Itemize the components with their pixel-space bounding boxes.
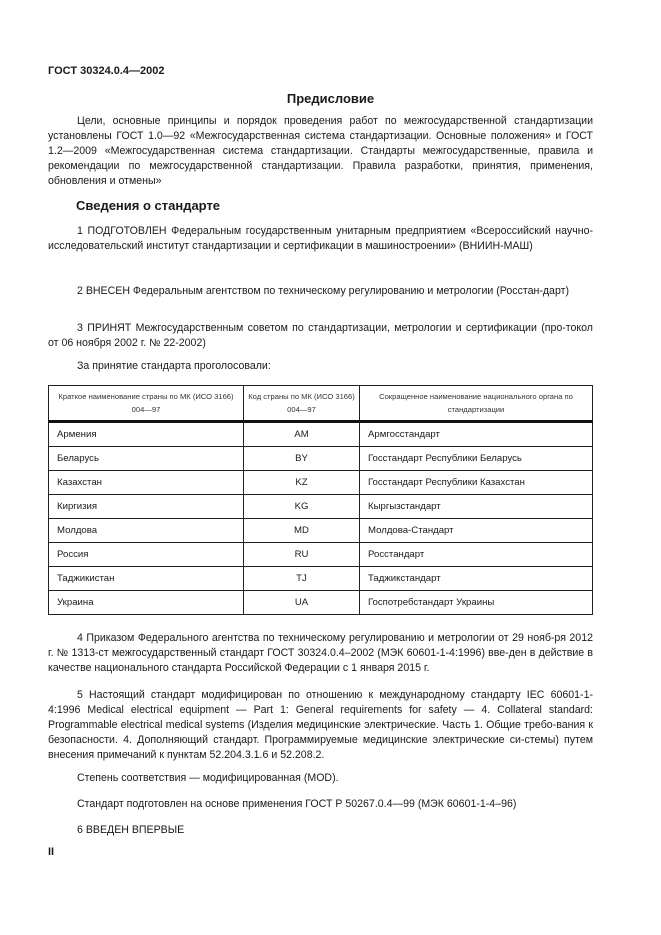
conformity: Степень соответствия — модифицированная (MOD). <box>77 772 339 784</box>
info-p3: 3 ПРИНЯТ Межгосударственным советом по стандартизации, метрологии и сертификации (про-токол от 06 ноября 2002 г. № 22-2002) <box>48 322 593 349</box>
basis: Стандарт подготовлен на основе применения ГОСТ Р 50267.0.4—99 (МЭК 60601-1-4–96) <box>77 798 517 810</box>
foreword-title: Предисловие <box>286 91 375 106</box>
cell-code: RU <box>244 543 360 567</box>
col-header-country: Краткое наименование страны по МК (ИСО 3166) 004—97 <box>49 386 244 422</box>
voted-label: За принятие стандарта проголосовали: <box>77 360 271 372</box>
table-row <box>49 543 593 567</box>
cell-code: KG <box>244 495 360 519</box>
cell-code: MD <box>244 519 360 543</box>
info-p6: 6 ВВЕДЕН ВПЕРВЫЕ <box>77 824 185 836</box>
cell-body: Кыргызстандарт <box>360 495 593 519</box>
table-row <box>49 495 593 519</box>
voting-table <box>48 385 593 615</box>
cell-country: Армения <box>49 422 244 447</box>
table-row <box>49 447 593 471</box>
table-row <box>49 591 593 615</box>
info-p4: 4 Приказом Федерального агентства по техническому регулированию и метрологии от 29 нояб-ря 2012 г. № 1313-ст межгосударственный стандарт ГОСТ 30324.0.4–2002 (МЭК 60601-1-4:1996) вве-ден в действие в качестве национального стандарта Российской Федерации с 1 января 2015 г. <box>48 632 593 674</box>
foreword-text: Цели, основные принципы и порядок проведения работ по межгосударственной стандартизации установлены ГОСТ 1.0—92 «Межгосударственная система стандартизации. Основные положения» и ГОСТ 1.2—2009 «Межгосударственная система стандартизации. Стандарты межгосударственные, правила и рекомендации по межгосударственной стандартизации. Правила разработки, принятия, применения, обновления и отмены» <box>48 115 593 187</box>
cell-body: Госстандарт Республики Казахстан <box>360 471 593 495</box>
cell-body: Госпотребстандарт Украины <box>360 591 593 615</box>
page-number: II <box>48 846 55 858</box>
cell-code: TJ <box>244 567 360 591</box>
info-p5: 5 Настоящий стандарт модифицирован по отношению к международному стандарту IEC 60601-1-4:1996 Medical electrical equipment — Part 1: General requirements for safety — 4. Collateral standard: Programmable electrical medical systems (Изделия медицинские электрические. Часть 1. Общие требо-вания к безопасности. 4. Дополняющий стандарт. Программируемые медицинские электрические си-стемы) путем внесения примечаний к пунктам 52.204.3.1.6 и 52.208.2. <box>48 689 593 761</box>
table-row <box>49 422 593 447</box>
cell-body: Росстандарт <box>360 543 593 567</box>
info-p1: 1 ПОДГОТОВЛЕН Федеральным государственным унитарным предприятием «Всероссийский научно-исследовательский институт стандартизации и сертификации в машиностроении» (ВНИИН-МАШ) <box>48 225 593 252</box>
col-header-body: Сокращенное наименование национального органа по стандартизации <box>360 386 593 422</box>
cell-code: AM <box>244 422 360 447</box>
cell-country: Россия <box>49 543 244 567</box>
cell-country: Украина <box>49 591 244 615</box>
cell-code: BY <box>244 447 360 471</box>
cell-country: Молдова <box>49 519 244 543</box>
cell-country: Киргизия <box>49 495 244 519</box>
cell-code: KZ <box>244 471 360 495</box>
cell-country: Казахстан <box>49 471 244 495</box>
cell-country: Беларусь <box>49 447 244 471</box>
cell-country: Таджикистан <box>49 567 244 591</box>
cell-body: Таджикстандарт <box>360 567 593 591</box>
cell-body: Госстандарт Республики Беларусь <box>360 447 593 471</box>
table-row <box>49 519 593 543</box>
cell-code: UA <box>244 591 360 615</box>
col-header-code: Код страны по МК (ИСО 3166) 004—97 <box>244 386 360 422</box>
info-title: Сведения о стандарте <box>76 198 221 213</box>
info-p2: 2 ВНЕСЕН Федеральным агентством по техническому регулированию и метрологии (Росстан-дарт) <box>77 285 569 297</box>
document-code: ГОСТ 30324.0.4—2002 <box>48 65 165 77</box>
table-row <box>49 567 593 591</box>
table-row <box>49 471 593 495</box>
cell-body: Армгосстандарт <box>360 422 593 447</box>
cell-body: Молдова-Стандарт <box>360 519 593 543</box>
